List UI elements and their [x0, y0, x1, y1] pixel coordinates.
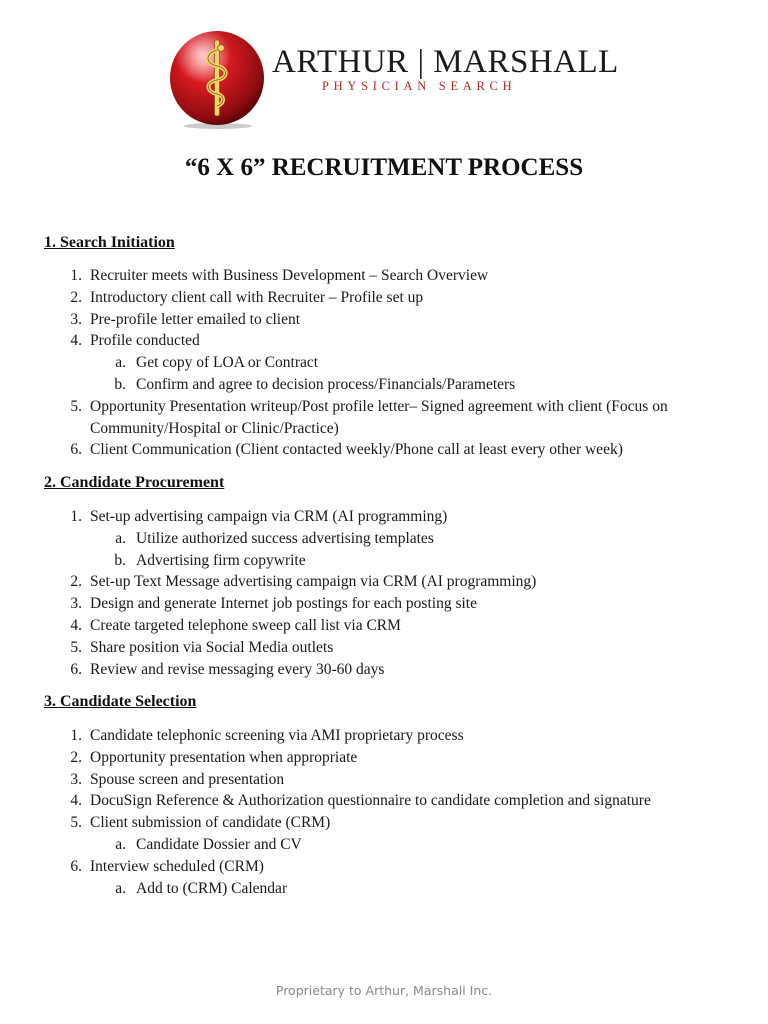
sub-item-letter: a. [115, 835, 126, 853]
item-number: 1. [70, 727, 82, 744]
sub-item-letter: a. [115, 879, 126, 897]
item-text: Interview scheduled (CRM) [90, 857, 264, 875]
sub-item-letter: a. [115, 354, 126, 372]
item-number: 5. [70, 814, 82, 832]
item-number: 5. [70, 397, 82, 415]
item-text: Set-up advertising campaign via CRM (AI programming) [90, 508, 448, 525]
item-number: 2. [70, 748, 82, 766]
list-item [0, 725, 768, 747]
list-item [0, 637, 768, 659]
item-text: Profile conducted [90, 332, 200, 350]
item-text: Opportunity presentation when appropriate [90, 748, 358, 766]
sub-list-item [0, 352, 768, 374]
sub-item-text: Add to (CRM) Calendar [136, 879, 288, 897]
item-text: Spouse screen and presentation [90, 770, 285, 788]
list-item [0, 790, 768, 812]
company-logo [166, 24, 619, 136]
sub-list-item [0, 528, 768, 550]
sub-list-item [0, 550, 768, 572]
item-text: Opportunity Presentation writeup/Post profile letter– Signed agreement with client (Focus on Community/Hospital or Clinic/Practice) [90, 397, 668, 437]
list-item [0, 571, 768, 593]
sub-item-text: Advertising firm copywrite [136, 551, 306, 569]
list-item [0, 856, 768, 878]
list-item [0, 593, 768, 615]
item-text: Recruiter meets with Business Development – Search Overview [90, 267, 489, 284]
section-heading-candidate-procurement: 2. Candidate Procurement [44, 474, 225, 491]
candidate-selection-list [0, 725, 768, 899]
item-number: 4. [70, 792, 82, 810]
item-text: Pre-profile letter emailed to client [90, 310, 301, 328]
sub-list-item [0, 374, 768, 396]
item-number: 3. [70, 310, 82, 328]
list-item [0, 265, 768, 287]
item-text: Candidate telephonic screening via AMI proprietary process [90, 727, 464, 744]
item-number: 4. [70, 332, 82, 350]
item-text: DocuSign Reference & Authorization questionnaire to candidate completion and signature [90, 792, 651, 810]
item-text: Client submission of candidate (CRM) [90, 814, 331, 832]
list-item [0, 747, 768, 769]
list-item [0, 309, 768, 331]
brand-tagline: PHYSICIAN SEARCH [322, 79, 517, 93]
list-item [0, 769, 768, 791]
sub-item-text: Get copy of LOA or Contract [136, 354, 319, 372]
item-number: 6. [70, 857, 82, 875]
item-text: Client Communication (Client contacted weekly/Phone call at least every other week) [90, 441, 623, 459]
item-number: 6. [70, 441, 82, 459]
list-item [0, 659, 768, 681]
item-number: 5. [70, 638, 82, 656]
item-number: 1. [70, 267, 82, 284]
item-number: 6. [70, 660, 82, 678]
sub-item-letter: b. [114, 551, 126, 569]
sub-item-text: Candidate Dossier and CV [136, 835, 302, 853]
item-text: Design and generate Internet job postings for each posting site [90, 595, 477, 613]
search-initiation-list [0, 265, 768, 461]
list-item [0, 812, 768, 834]
item-number: 4. [70, 616, 82, 634]
item-number: 3. [70, 595, 82, 613]
list-item [0, 330, 768, 352]
section-heading-search-initiation: 1. Search Initiation [44, 234, 175, 251]
item-text: Share position via Social Media outlets [90, 638, 334, 656]
brand-name: ARTHUR | MARSHALL [272, 44, 619, 80]
item-number: 2. [70, 573, 82, 591]
sub-list-item [0, 834, 768, 856]
section-heading-candidate-selection: 3. Candidate Selection [44, 693, 197, 710]
page-footer: Proprietary to Arthur, Marshall Inc. [275, 983, 493, 998]
item-text: Set-up Text Message advertising campaign via CRM (AI programming) [90, 573, 537, 591]
sub-item-text: Utilize authorized success advertising templates [136, 529, 434, 547]
list-item [0, 396, 768, 440]
caduceus-staff-icon [166, 28, 268, 130]
list-item [0, 287, 768, 309]
item-text: Create targeted telephone sweep call list via CRM [90, 616, 401, 634]
list-item [0, 506, 768, 528]
item-text: Introductory client call with Recruiter – Profile set up [90, 288, 424, 306]
sub-item-letter: a. [115, 529, 126, 547]
sub-item-text: Confirm and agree to decision process/Financials/Parameters [136, 375, 516, 393]
item-number: 1. [70, 508, 82, 525]
candidate-procurement-list [0, 506, 768, 680]
list-item [0, 615, 768, 637]
item-number: 2. [70, 288, 82, 306]
page-title: “6 X 6” RECRUITMENT PROCESS [184, 154, 584, 181]
item-number: 3. [70, 770, 82, 788]
item-text: Review and revise messaging every 30-60 days [90, 660, 385, 678]
list-item [0, 439, 768, 461]
sub-item-letter: b. [114, 375, 126, 393]
sub-list-item [0, 878, 768, 900]
